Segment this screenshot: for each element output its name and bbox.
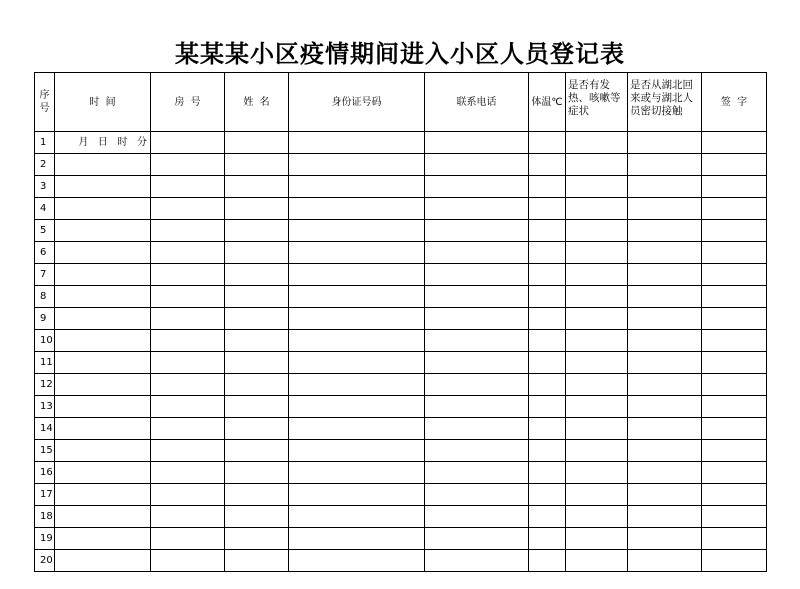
data-cell[interactable]: [55, 176, 151, 198]
data-cell[interactable]: [289, 330, 425, 352]
table-row: [35, 132, 767, 154]
data-cell[interactable]: [151, 308, 225, 330]
row-number: 1: [35, 132, 55, 154]
data-cell[interactable]: [151, 286, 225, 308]
data-cell[interactable]: [55, 264, 151, 286]
table-row: [35, 154, 767, 176]
data-cell[interactable]: [225, 176, 289, 198]
data-cell[interactable]: [425, 374, 529, 396]
data-cell[interactable]: [566, 374, 628, 396]
data-cell[interactable]: [702, 154, 767, 176]
data-cell[interactable]: [151, 528, 225, 550]
data-cell[interactable]: [289, 396, 425, 418]
data-cell[interactable]: [55, 418, 151, 440]
data-cell[interactable]: [425, 506, 529, 528]
data-cell[interactable]: [225, 154, 289, 176]
data-cell[interactable]: [225, 550, 289, 572]
table-row: [35, 176, 767, 198]
data-cell[interactable]: [566, 286, 628, 308]
data-cell[interactable]: [529, 440, 566, 462]
data-cell[interactable]: [702, 550, 767, 572]
row-number: 3: [35, 176, 55, 198]
data-cell[interactable]: [55, 550, 151, 572]
header-room: 房 号: [151, 73, 225, 132]
row-number: 13: [35, 396, 55, 418]
data-cell[interactable]: [425, 330, 529, 352]
data-cell[interactable]: [225, 374, 289, 396]
data-cell[interactable]: [566, 198, 628, 220]
data-cell[interactable]: [289, 506, 425, 528]
data-cell[interactable]: [628, 352, 702, 374]
data-cell[interactable]: [225, 264, 289, 286]
data-cell[interactable]: [425, 198, 529, 220]
header-time: 时 间: [55, 73, 151, 132]
data-cell[interactable]: [566, 462, 628, 484]
data-cell[interactable]: [529, 396, 566, 418]
data-cell[interactable]: [702, 308, 767, 330]
data-cell[interactable]: [289, 286, 425, 308]
header-signature: 签 字: [702, 73, 767, 132]
table-row: [35, 198, 767, 220]
header-phone: 联系电话: [425, 73, 529, 132]
data-cell[interactable]: [55, 484, 151, 506]
data-cell[interactable]: [151, 264, 225, 286]
row-number: 7: [35, 264, 55, 286]
row-number: 4: [35, 198, 55, 220]
data-cell[interactable]: [425, 132, 529, 154]
header-name: 姓 名: [225, 73, 289, 132]
data-cell[interactable]: [151, 440, 225, 462]
data-cell[interactable]: [702, 484, 767, 506]
data-cell[interactable]: [151, 462, 225, 484]
data-cell[interactable]: [225, 198, 289, 220]
data-cell[interactable]: [566, 418, 628, 440]
data-cell[interactable]: [702, 132, 767, 154]
data-cell[interactable]: [55, 198, 151, 220]
data-cell[interactable]: [702, 176, 767, 198]
table-row: [35, 506, 767, 528]
data-cell[interactable]: [566, 154, 628, 176]
header-row: [35, 73, 767, 132]
data-cell[interactable]: [628, 220, 702, 242]
data-cell[interactable]: [628, 176, 702, 198]
data-cell[interactable]: [529, 176, 566, 198]
data-cell[interactable]: [289, 550, 425, 572]
data-cell[interactable]: [225, 506, 289, 528]
data-cell[interactable]: [289, 176, 425, 198]
row-number: 9: [35, 308, 55, 330]
data-cell[interactable]: [702, 418, 767, 440]
row-number: 6: [35, 242, 55, 264]
data-cell[interactable]: [425, 550, 529, 572]
data-cell[interactable]: [225, 132, 289, 154]
data-cell[interactable]: [55, 396, 151, 418]
data-cell[interactable]: [628, 396, 702, 418]
table-row: [35, 286, 767, 308]
data-cell[interactable]: [225, 528, 289, 550]
time-cell[interactable]: 月 日 时 分: [55, 132, 151, 154]
data-cell[interactable]: [289, 418, 425, 440]
data-cell[interactable]: [566, 440, 628, 462]
data-cell[interactable]: [289, 484, 425, 506]
row-number: 15: [35, 440, 55, 462]
data-cell[interactable]: [289, 440, 425, 462]
row-number: 16: [35, 462, 55, 484]
row-number: 5: [35, 220, 55, 242]
data-cell[interactable]: [151, 154, 225, 176]
data-cell[interactable]: [529, 462, 566, 484]
data-cell[interactable]: [702, 330, 767, 352]
table-row: [35, 330, 767, 352]
data-cell[interactable]: [628, 528, 702, 550]
data-cell[interactable]: [425, 528, 529, 550]
data-cell[interactable]: [55, 374, 151, 396]
table-row: [35, 528, 767, 550]
data-cell[interactable]: [425, 176, 529, 198]
data-cell[interactable]: [628, 418, 702, 440]
data-cell[interactable]: [566, 220, 628, 242]
data-cell[interactable]: [225, 242, 289, 264]
data-cell[interactable]: [289, 374, 425, 396]
data-cell[interactable]: [225, 308, 289, 330]
data-cell[interactable]: [225, 484, 289, 506]
data-cell[interactable]: [55, 528, 151, 550]
row-number: 18: [35, 506, 55, 528]
data-cell[interactable]: [702, 462, 767, 484]
data-cell[interactable]: [151, 396, 225, 418]
data-cell[interactable]: [425, 154, 529, 176]
row-number: 12: [35, 374, 55, 396]
table-row: [35, 308, 767, 330]
data-cell[interactable]: [289, 308, 425, 330]
data-cell[interactable]: [289, 198, 425, 220]
data-cell[interactable]: [425, 308, 529, 330]
data-cell[interactable]: [628, 286, 702, 308]
data-cell[interactable]: [529, 286, 566, 308]
data-cell[interactable]: [289, 220, 425, 242]
data-cell[interactable]: [566, 506, 628, 528]
data-cell[interactable]: [566, 264, 628, 286]
data-cell[interactable]: [529, 198, 566, 220]
row-number: 14: [35, 418, 55, 440]
data-cell[interactable]: [425, 396, 529, 418]
data-cell[interactable]: [151, 506, 225, 528]
data-cell[interactable]: [628, 550, 702, 572]
data-cell[interactable]: [289, 242, 425, 264]
data-cell[interactable]: [628, 374, 702, 396]
header-fever: 是否有发热、咳嗽等症状: [566, 73, 628, 132]
data-cell[interactable]: [628, 330, 702, 352]
data-cell[interactable]: [55, 308, 151, 330]
data-cell[interactable]: [425, 462, 529, 484]
data-cell[interactable]: [151, 132, 225, 154]
data-cell[interactable]: [289, 132, 425, 154]
data-cell[interactable]: [151, 550, 225, 572]
data-cell[interactable]: [151, 330, 225, 352]
data-cell[interactable]: [702, 440, 767, 462]
data-cell[interactable]: [529, 220, 566, 242]
data-cell[interactable]: [425, 286, 529, 308]
row-number: 10: [35, 330, 55, 352]
data-cell[interactable]: [702, 396, 767, 418]
data-cell[interactable]: [289, 528, 425, 550]
data-cell[interactable]: [55, 242, 151, 264]
data-cell[interactable]: [702, 242, 767, 264]
data-cell[interactable]: [529, 242, 566, 264]
data-cell[interactable]: [529, 308, 566, 330]
data-cell[interactable]: [425, 352, 529, 374]
data-cell[interactable]: [566, 132, 628, 154]
table-row: [35, 396, 767, 418]
data-cell[interactable]: [702, 220, 767, 242]
data-cell[interactable]: [225, 462, 289, 484]
data-cell[interactable]: [702, 506, 767, 528]
row-number: 8: [35, 286, 55, 308]
data-cell[interactable]: [289, 264, 425, 286]
data-cell[interactable]: [289, 462, 425, 484]
table-row: [35, 418, 767, 440]
table-row: [35, 484, 767, 506]
data-cell[interactable]: [55, 330, 151, 352]
data-cell[interactable]: [628, 506, 702, 528]
data-cell[interactable]: [702, 528, 767, 550]
header-seq: 序 号: [35, 73, 55, 132]
data-cell[interactable]: [225, 352, 289, 374]
data-cell[interactable]: [566, 176, 628, 198]
data-cell[interactable]: [151, 374, 225, 396]
row-number: 17: [35, 484, 55, 506]
registration-table: [34, 72, 767, 572]
data-cell[interactable]: [225, 440, 289, 462]
data-cell[interactable]: [289, 352, 425, 374]
data-cell[interactable]: [151, 198, 225, 220]
data-cell[interactable]: [702, 264, 767, 286]
data-cell[interactable]: [225, 418, 289, 440]
data-cell[interactable]: [529, 352, 566, 374]
table-row: [35, 352, 767, 374]
table-row: [35, 220, 767, 242]
data-cell[interactable]: [628, 198, 702, 220]
data-cell[interactable]: [529, 330, 566, 352]
data-cell[interactable]: [566, 242, 628, 264]
data-cell[interactable]: [425, 264, 529, 286]
data-cell[interactable]: [566, 396, 628, 418]
data-cell[interactable]: [55, 440, 151, 462]
data-cell[interactable]: [529, 374, 566, 396]
data-cell[interactable]: [151, 352, 225, 374]
data-cell[interactable]: [628, 242, 702, 264]
data-cell[interactable]: [529, 154, 566, 176]
data-cell[interactable]: [566, 550, 628, 572]
data-cell[interactable]: [628, 440, 702, 462]
data-cell[interactable]: [529, 550, 566, 572]
data-cell[interactable]: [151, 220, 225, 242]
data-cell[interactable]: [425, 418, 529, 440]
data-cell[interactable]: [55, 154, 151, 176]
data-cell[interactable]: [425, 484, 529, 506]
data-cell[interactable]: [225, 330, 289, 352]
data-cell[interactable]: [566, 528, 628, 550]
table-row: [35, 264, 767, 286]
row-number: 19: [35, 528, 55, 550]
row-number: 2: [35, 154, 55, 176]
data-cell[interactable]: [628, 132, 702, 154]
data-cell[interactable]: [628, 462, 702, 484]
data-cell[interactable]: [702, 198, 767, 220]
data-cell[interactable]: [55, 462, 151, 484]
data-cell[interactable]: [225, 396, 289, 418]
header-hubei-contact: 是否从湖北回来或与湖北人员密切接触: [628, 73, 702, 132]
data-cell[interactable]: [55, 286, 151, 308]
data-cell[interactable]: [55, 352, 151, 374]
data-cell[interactable]: [225, 220, 289, 242]
header-temperature: 体温℃: [529, 73, 566, 132]
data-cell[interactable]: [55, 506, 151, 528]
table-row: [35, 462, 767, 484]
data-cell[interactable]: [289, 154, 425, 176]
data-cell[interactable]: [529, 528, 566, 550]
data-cell[interactable]: [628, 308, 702, 330]
data-cell[interactable]: [529, 484, 566, 506]
table-row: [35, 374, 767, 396]
row-number: 20: [35, 550, 55, 572]
table-row: [35, 550, 767, 572]
data-cell[interactable]: [529, 418, 566, 440]
data-cell[interactable]: [55, 220, 151, 242]
data-cell[interactable]: [566, 308, 628, 330]
data-cell[interactable]: [702, 286, 767, 308]
row-number: 11: [35, 352, 55, 374]
data-cell[interactable]: [529, 264, 566, 286]
data-cell[interactable]: [225, 286, 289, 308]
data-cell[interactable]: [702, 374, 767, 396]
data-cell[interactable]: [425, 242, 529, 264]
data-cell[interactable]: [529, 132, 566, 154]
data-cell[interactable]: [425, 440, 529, 462]
data-cell[interactable]: [628, 484, 702, 506]
page-title: 某某某小区疫情期间进入小区人员登记表: [175, 40, 625, 68]
data-cell[interactable]: [151, 242, 225, 264]
table-row: [35, 242, 767, 264]
data-cell[interactable]: [425, 220, 529, 242]
data-cell[interactable]: [151, 176, 225, 198]
data-cell[interactable]: [628, 154, 702, 176]
data-cell[interactable]: [529, 506, 566, 528]
data-cell[interactable]: [151, 418, 225, 440]
header-id-number: 身份证号码: [289, 73, 425, 132]
data-cell[interactable]: [151, 484, 225, 506]
data-cell[interactable]: [566, 352, 628, 374]
table-row: [35, 440, 767, 462]
data-cell[interactable]: [566, 484, 628, 506]
data-cell[interactable]: [628, 264, 702, 286]
data-cell[interactable]: [702, 352, 767, 374]
data-cell[interactable]: [566, 330, 628, 352]
